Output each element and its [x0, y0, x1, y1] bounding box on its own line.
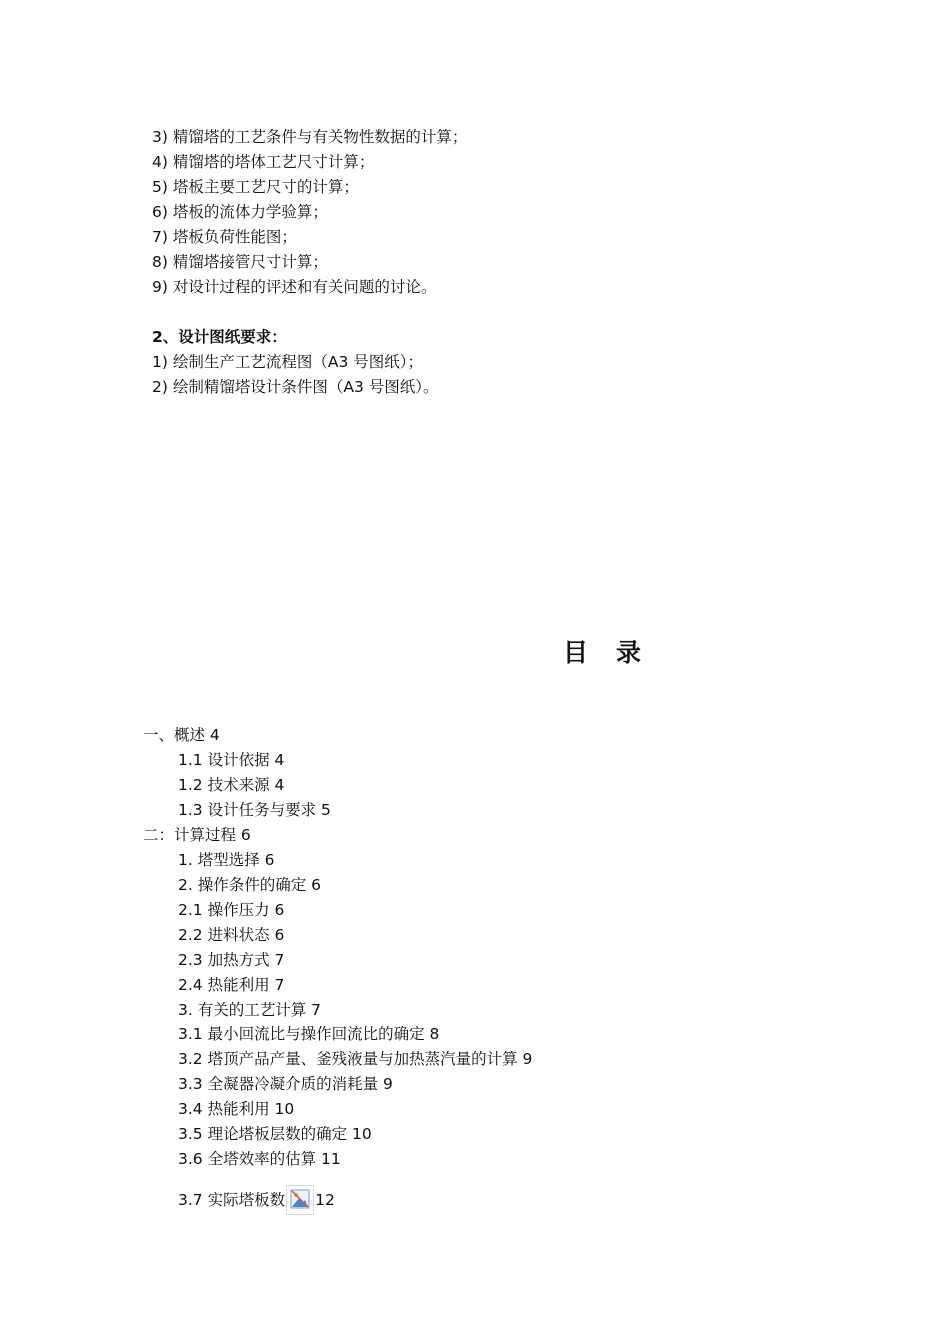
toc-entry[interactable]: 3.3 全凝器冷凝介质的消耗量 9 — [178, 1075, 393, 1093]
drawing-requirement-item: 1) 绘制生产工艺流程图（A3 号图纸）； — [152, 353, 423, 371]
toc-entry-page: 12 — [315, 1191, 335, 1209]
toc-entry[interactable]: 一、概述 4 — [143, 726, 220, 744]
toc-entry[interactable]: 3. 有关的工艺计算 7 — [178, 1001, 322, 1019]
toc-entry[interactable]: 3.4 热能利用 10 — [178, 1100, 295, 1118]
toc-entry[interactable]: 3.2 塔顶产品产量、釜残液量与加热蒸汽量的计算 9 — [178, 1050, 533, 1068]
toc-entry[interactable]: 二：计算过程 6 — [143, 826, 251, 844]
requirement-item: 3) 精馏塔的工艺条件与有关物性数据的计算； — [152, 128, 468, 146]
toc-title: 目录 — [563, 638, 670, 667]
toc-entry[interactable]: 1.2 技术来源 4 — [178, 776, 285, 794]
requirement-item: 9) 对设计过程的评述和有关问题的讨论。 — [152, 278, 437, 296]
toc-entry[interactable]: 2.3 加热方式 7 — [178, 951, 285, 969]
drawing-requirement-item: 2) 绘制精馏塔设计条件图（A3 号图纸）。 — [152, 378, 439, 396]
toc-entry[interactable]: 2.2 进料状态 6 — [178, 926, 285, 944]
toc-entry[interactable]: 3.1 最小回流比与操作回流比的确定 8 — [178, 1025, 440, 1043]
toc-entry[interactable]: 3.5 理论塔板层数的确定 10 — [178, 1125, 372, 1143]
toc-entry[interactable]: 1.1 设计依据 4 — [178, 751, 285, 769]
toc-entry[interactable]: 2.1 操作压力 6 — [178, 901, 285, 919]
toc-entry[interactable]: 2. 操作条件的确定 6 — [178, 876, 322, 894]
drawing-requirements-heading: 2、设计图纸要求： — [152, 328, 287, 346]
requirement-item: 4) 精馏塔的塔体工艺尺寸计算； — [152, 153, 375, 171]
toc-entry[interactable]: 3.6 全塔效率的估算 11 — [178, 1150, 341, 1168]
toc-entry-label: 3.7 实际塔板数 — [178, 1191, 286, 1209]
requirement-item: 7) 塔板负荷性能图； — [152, 228, 297, 246]
toc-entry[interactable]: 1.3 设计任务与要求 5 — [178, 801, 331, 819]
broken-image-icon — [286, 1185, 314, 1215]
toc-entry[interactable]: 1. 塔型选择 6 — [178, 851, 275, 869]
requirement-item: 6) 塔板的流体力学验算； — [152, 203, 328, 221]
toc-entry-last[interactable] — [178, 1185, 335, 1215]
requirement-item: 5) 塔板主要工艺尺寸的计算； — [152, 178, 359, 196]
toc-entry[interactable]: 2.4 热能利用 7 — [178, 976, 285, 994]
requirement-item: 8) 精馏塔接管尺寸计算； — [152, 253, 328, 271]
